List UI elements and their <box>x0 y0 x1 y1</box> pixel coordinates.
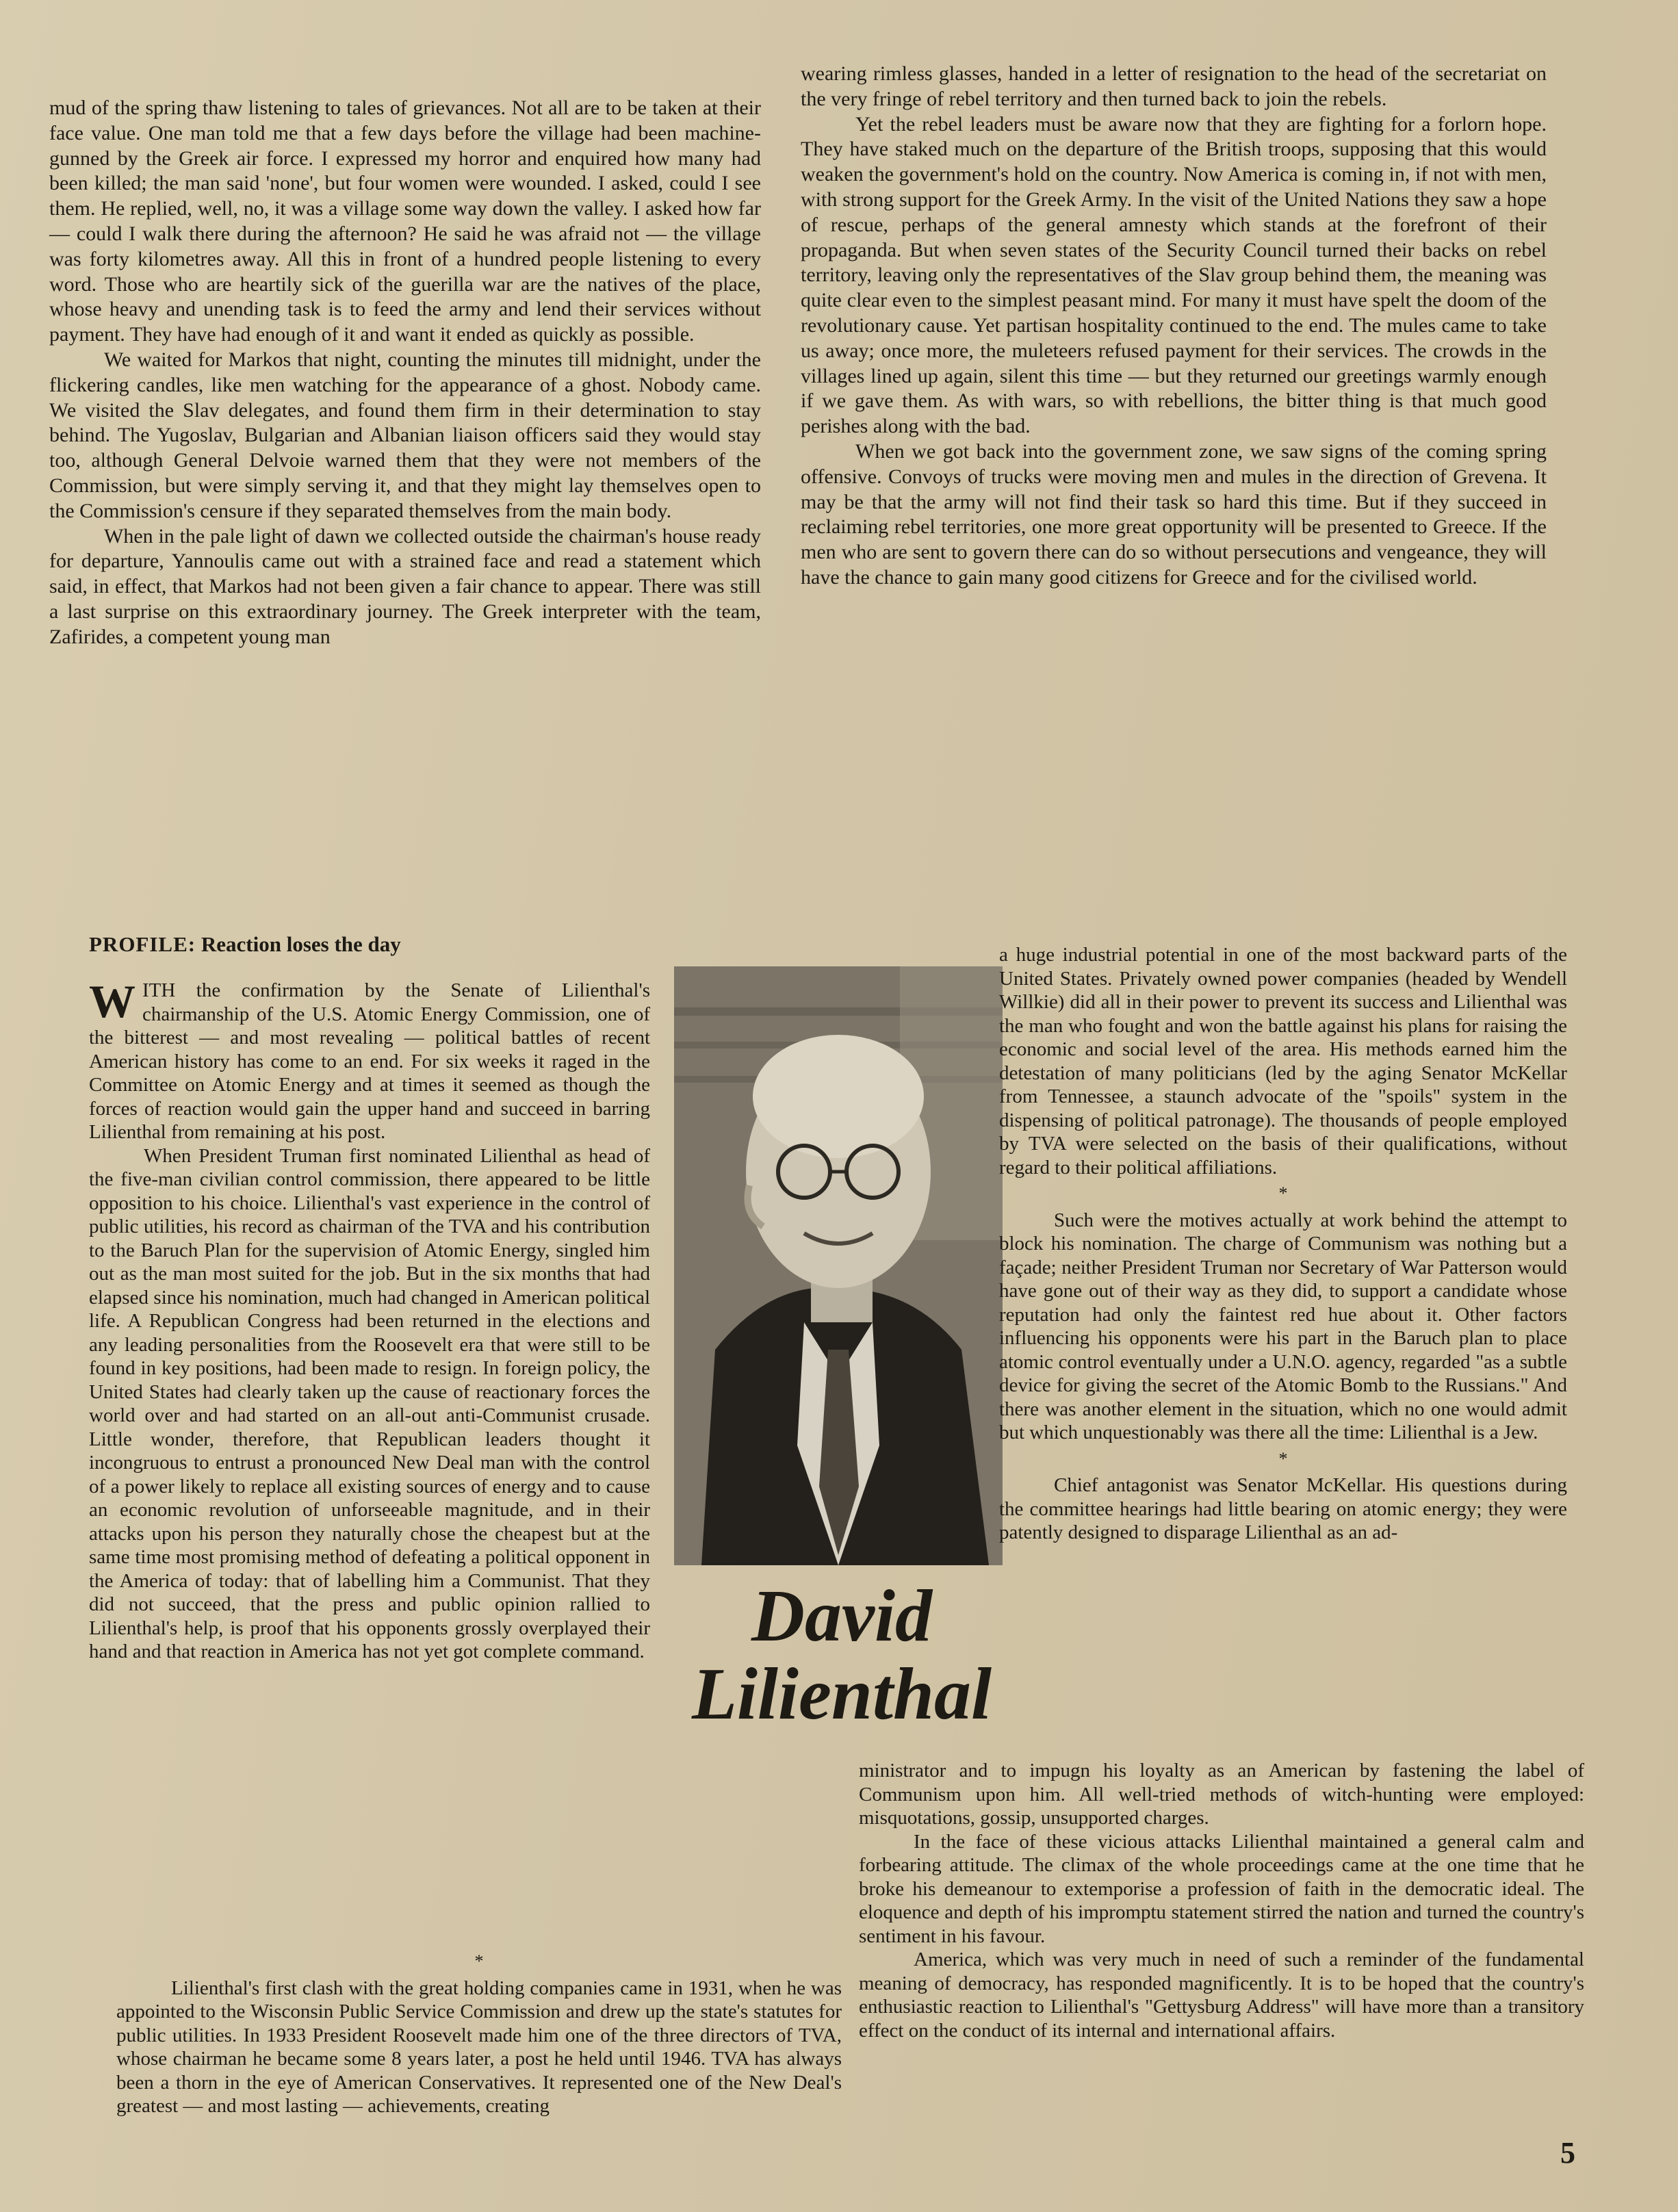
paragraph: a huge industrial potential in one of the most backward parts of the United States. Privately owned power companies (headed by Wendell Willkie) did all in their power to prevent its success and Lilienthal was the man who fought and won the battle against his plans for raising the economic and social level of the area. His methods earned him the detestation of many politicians (led by the aging Senator McKellar from Tennessee, a staunch advocate of the "spoils" system in the dispensing of political patronage). The thousands of people employed by TVA were selected on the basis of their qualifications, without regard to their political affiliations. <box>999 944 1567 1179</box>
drop-cap: W <box>89 975 135 1027</box>
profile-left-column <box>89 975 650 1664</box>
profile-title: Reaction loses the day <box>201 932 401 956</box>
name-first: David <box>751 1576 932 1657</box>
section-separator: * <box>1278 1183 1288 1203</box>
paragraph: ministrator and to impugn his loyalty as an American by fastening the label of Communism upon him. All well-tried methods of witch-hunting were employed: misquotations, gossip, unsupported charges. <box>859 1760 1584 1829</box>
top-article-right-column <box>801 62 1547 591</box>
paragraph: wearing rimless glasses, handed in a letter of resignation to the head of the secretariat on the very fringe of rebel territory and then turned back to join the rebels. <box>801 62 1547 110</box>
page-number: 5 <box>1560 2136 1575 2170</box>
profile-name <box>677 1578 1006 1734</box>
paragraph: mud of the spring thaw listening to tales of grievances. Not all are to be taken at their face value. One man told me that a few days before the village had been machine-gunned by the Greek air force. I expressed my horror and enquired how many had been killed; the man said 'none', but four women were wounded. I asked, could I see them. He replied, well, no, it was a village some way down the valley. I asked how far — could I walk there during the afternoon? He said he was afraid not — the village was forty kilometres away. All this in front of a hundred people listening to every word. Those who are heartily sick of the guerilla war are the natives of the place, whose heavy and unending task is to feed the army and lend their services without payment. They have had enough of it and want it ended as quickly as possible. <box>49 97 761 346</box>
profile-label: PROFILE: <box>89 932 196 956</box>
section-separator: * <box>1278 1448 1288 1469</box>
name-last: Lilienthal <box>691 1654 992 1735</box>
paragraph: Such were the motives actually at work behind the attempt to block his nomination. The charge of Communism was nothing but a façade; neither President Truman nor Secretary of War Patterson would have gone out of their way as they did, to support a candidate whose reputation had only the faintest red hue about it. Other factors influencing his opponents were his part in the Baruch plan to place atomic control eventually under a U.N.O. agency, regarded "as a subtle device for giving the secret of the Atomic Bomb to the Russians." And there was another element in the situation, which no one would admit but which unquestionably was there all the time: Lilienthal is a Jew. <box>999 1209 1567 1443</box>
paragraph: In the face of these vicious attacks Lilienthal maintained a general calm and forbearing attitude. The climax of the whole proceedings came at the one time that he broke his demeanour to extemporise a profession of faith in the democratic ideal. The eloquence and depth of his impromptu statement stirred the nation and turned the country's sentiment in his favour. <box>859 1830 1584 1947</box>
paragraph: When President Truman first nominated Lilienthal as head of the five-man civilian control commission, there appeared to be little opposition to his choice. Lilienthal's vast experience in the control of public utilities, his record as chairman of the TVA and his contribution to the Baruch Plan for the supervision of Atomic Energy, singled him out as the man most suited for the job. But in the six months that had elapsed since his nomination, much had changed in American political life. A Republican Congress had been returned in the elections and any leading personalities from the Roosevelt era that were still to be found in key positions, had been made to resign. In foreign policy, the United States had clearly taken up the cause of reactionary forces the world over and had started on an all-out anti-Communist crusade. Little wonder, therefore, that Republican leaders thought it incongruous to entrust a pronounced New Deal man with the control of a power likely to replace all existing sources of energy and to cause an economic revolution of unforseeable magnitude, and in their attacks upon his person they naturally chose the cheapest but at the same time most promising method of defeating a political opponent in the America of today: that of labelling him a Communist. That they did not succeed, that the press and public opinion rallied to Lilienthal's help, is proof that his opponents grossly overplayed their hand and that reaction in America has not yet got complete command. <box>89 1144 650 1662</box>
section-separator: * <box>474 1951 484 1971</box>
paragraph: America, which was very much in need of such a reminder of the fundamental meaning of democracy, has responded magnificently. It is to be hoped that the country's enthusiastic reaction to Lilienthal's "Gettysburg Address" will have more than a transitory effect on the conduct of its internal and international affairs. <box>859 1949 1584 2042</box>
profile-heading <box>89 932 401 957</box>
paragraph: We waited for Markos that night, counting the minutes till midnight, under the flickering candles, like men watching for the appearance of a ghost. Nobody came. We visited the Slav delegates, and found them firm in their determination to stay behind. The Yugoslav, Bulgarian and Albanian liaison officers said they would stay too, although General Delvoie warned them that they were not members of the Commission, but were simply serving it, and that they might lay themselves open to the Commission's censure if they separated themselves from the main body. <box>49 348 761 522</box>
top-article-left-column <box>49 96 761 650</box>
portrait-photo <box>674 966 1003 1565</box>
paragraph: Chief antagonist was Senator McKellar. His questions during the committee hearings had little bearing on atomic energy; they were patently designed to disparage Lilienthal as an ad- <box>999 1474 1567 1543</box>
profile-right-column <box>999 943 1567 1545</box>
profile-bottom-right <box>859 1759 1584 2042</box>
paragraph: Yet the rebel leaders must be aware now that they are fighting for a forlorn hope. They have staked much on the departure of the British troops, supposing that this would weaken the government's hold on the country. Now America is coming in, if not with men, with strong support for the Greek Army. In the visit of the United Nations they saw a hope of rescue, perhaps of the general amnesty which stands at the forefront of their propaganda. But when seven states of the Security Council turned their backs on rebel territory, leaving only the representatives of the Slav group behind them, the meaning was quite clear even to the simplest peasant mind. For many it must have spelt the doom of the revolutionary cause. Yet partisan hospitality continued to the end. The mules came to take us away; once more, the muleteers refused payment for their services. The crowds in the villages lined up again, silent this time — but they returned our greetings warmly enough if we gave them. As with wars, so with rebellions, the bitter thing is that much good perishes along with the bad. <box>801 112 1547 438</box>
paragraph: When we got back into the government zone, we saw signs of the coming spring offensive. Convoys of trucks were moving men and mules in the direction of Grevena. It may be that the army will not find their task so hard this time. But if they succeed in reclaiming rebel territories, one more great opportunity will be presented to Greece. If the men who are sent to govern there can do so without persecutions and vengeance, they will have the chance to gain many good citizens for Greece and for the civilised world. <box>801 439 1547 589</box>
paragraph: WITH the confirmation by the Senate of Lilienthal's chairmanship of the U.S. Atomic Energy Commission, one of the bitterest — and most revealing — political battles of recent American history has come to an end. For six weeks it raged in the Committee on Atomic Energy and at times it seemed as though the forces of reaction would gain the upper hand and succeed in barring Lilienthal from remaining at his post. <box>89 975 650 1143</box>
paragraph: Lilienthal's first clash with the great holding companies came in 1931, when he was appointed to the Wisconsin Public Service Commission and drew up the state's statutes for public utilities. In 1933 President Roosevelt made him one of the three directors of TVA, whose chairman he became some 8 years later, a post he held until 1946. TVA has always been a thorn in the eye of American Conservatives. It represented one of the New Deal's greatest — and most lasting — achievements, creating <box>116 1977 842 2117</box>
portrait-illustration <box>674 966 1003 1565</box>
profile-bottom-left <box>116 1947 842 2118</box>
paragraph: When in the pale light of dawn we collected outside the chairman's house ready for departure, Yannoulis came out with a strained face and read a statement which said, in effect, that Markos had not been given a fair chance to appear. There was still a last surprise on this extraordinary journey. The Greek interpreter with the team, Zafirides, a competent young man <box>49 524 761 648</box>
